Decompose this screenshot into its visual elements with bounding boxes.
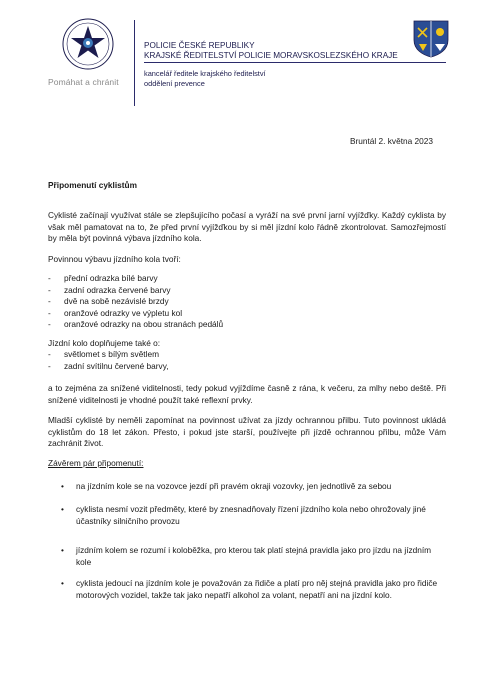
reminder-item: • jízdním kolem se rozumí i koloběžka, pro kterou tak platí stejná pravidla jako pro jízdu na jízdním kole [61,545,432,567]
list-item: - světlomet s bílým světlem [48,349,159,359]
document-title: Připomenutí cyklistům [48,180,137,190]
reminders-heading: Závěrem pár připomenutí: [48,458,144,468]
org-name: POLICIE ČESKÉ REPUBLIKY [144,41,255,50]
intro-paragraph: Cyklisté začínají využívat stále se zlepšujícího počasí a vyráží na své první jarní vyjížďky. Každý cyklista by však měl pamatovat na to, že před první vyjížďkou by si měl jízdní kolo řádně zkontrolovat. Samozřejmostí by měla být povinná výbava jízdního kola. [48,210,446,244]
list-item: - oranžové odrazky ve výpletu kol [48,307,183,318]
department: kancelář ředitele krajského ředitelství [144,69,266,78]
equipment-list [48,273,223,331]
list-item: - dvě na sobě nezávislé brzdy [48,296,169,307]
equipment-lead: Povinnou výbavu jízdního kola tvoří: [48,254,181,264]
motto: Pomáhat a chránit [48,77,119,87]
list-item: - oranžové odrazky na obou stranách pedálů [48,319,224,330]
supplement-lead: Jízdní kolo doplňujeme také o: [48,338,161,348]
header-divider-vertical [134,20,135,106]
reminder-item: • na jízdním kole se na vozovce jezdí při pravém okraji vozovky, jen jednotlivě za sebou [61,481,392,491]
list-item: - zadní svítilnu červené barvy, [48,360,169,371]
bullet-icon: • [61,545,64,555]
list-item: - zadní odrazka červené barvy [48,284,171,295]
header-divider-horizontal [144,62,446,63]
bullet-icon: • [61,578,64,588]
reminder-item: • cyklista nesmí vozit předměty, které by znesnadňovaly řízení jízdního kola nebo ohrožovaly jiné účastníky silničního provozu [61,504,426,526]
bullet-icon: • [61,504,64,514]
list-item: - přední odrazka bílé barvy [48,273,158,283]
reminder-item: • cyklista jedoucí na jízdním kole je považován za řidiče a platí pro něj stejná pravidla jako pro řidiče motorových vozidel, takže tak jako nepatří alkohol za volant, nepatří ani na jízdní kolo. [61,578,438,600]
visibility-paragraph: a to zejména za snížené viditelnosti, tedy pokud vyjíždíme časně z rána, k večeru, za mlhy nebo deště. Při snížené viditelnosti je vhodné použít také reflexní prvky. [48,383,446,405]
document-date: Bruntál 2. května 2023 [349,136,433,146]
department-unit: oddělení prevence [144,79,205,88]
bullet-icon: • [61,481,64,491]
regional-crest-icon [413,20,449,58]
supplement-list [48,349,169,372]
police-star-logo-icon [62,18,114,70]
helmet-paragraph: Mladší cyklisté by neměli zapomínat na povinnost užívat za jízdy ochrannou přilbu. Tuto povinnost ukládá cyklistům do 18 let zákon. Přesto, i pokud jste starší, používejte při jízdě ochrannou přilbu, může Vám zachránit život. [48,415,446,449]
org-region: KRAJSKÉ ŘEDITELSTVÍ POLICIE MORAVSKOSLEZSKÉHO KRAJE [144,51,398,60]
